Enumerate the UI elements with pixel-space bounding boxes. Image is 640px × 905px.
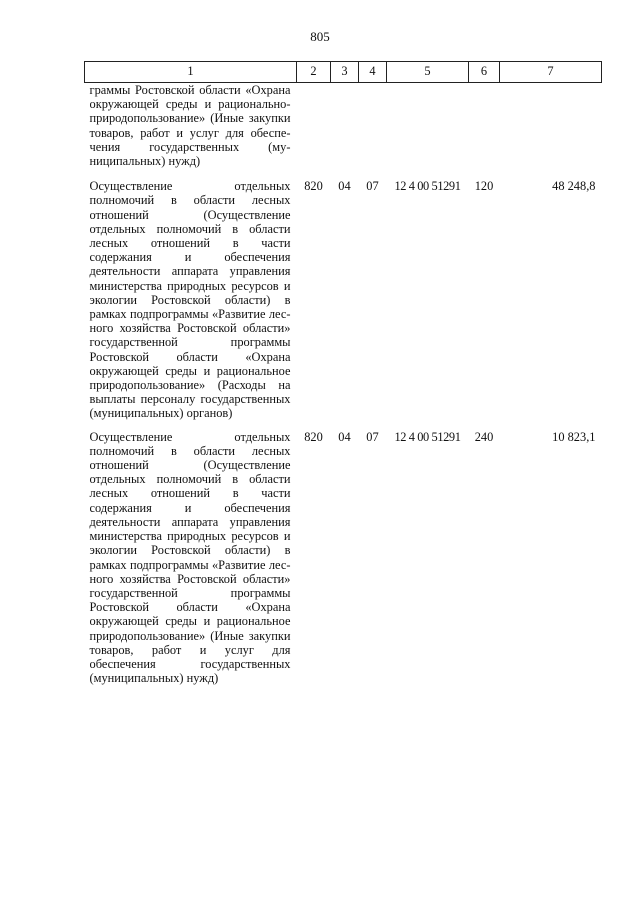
- table-row: [85, 179, 602, 429]
- column-header-target-article: 5: [387, 62, 469, 83]
- row-amount: [500, 83, 602, 180]
- row-ministry: 820: [304, 429, 323, 444]
- column-header-amount: 7: [500, 62, 602, 83]
- row-section: [331, 83, 359, 180]
- column-header-description: 1: [85, 62, 297, 83]
- row-amount: 10 823,1: [552, 429, 596, 444]
- row-description: граммы Ростовской области «Охрана окружающей среды и рационально природопользование» (Иные закупки товаров, работ и услуг для обеспечения государственных (муниципальных) нужд): [89, 83, 291, 169]
- table-header-row: [85, 62, 602, 83]
- row-amount: 48 248,8: [552, 179, 596, 194]
- budget-table: [84, 61, 602, 685]
- table-row: [85, 83, 602, 180]
- table-row: [85, 430, 602, 686]
- column-header-subsection: 4: [359, 62, 387, 83]
- row-ministry: [297, 83, 331, 180]
- row-expense-type: [469, 83, 500, 180]
- row-expense-type: 240: [474, 429, 494, 444]
- row-subsection: 07: [366, 429, 379, 444]
- row-section: 04: [338, 179, 351, 194]
- row-subsection: 07: [366, 179, 379, 194]
- row-target-article: 12 4 00 51291: [394, 179, 461, 194]
- row-target-article: [387, 83, 469, 180]
- column-header-expense-type: 6: [469, 62, 500, 83]
- row-subsection: [359, 83, 387, 180]
- page-number: 805: [310, 29, 330, 44]
- row-target-article: 12 4 00 51291: [394, 429, 461, 444]
- row-section: 04: [338, 429, 351, 444]
- column-header-ministry: 2: [297, 62, 331, 83]
- row-ministry: 820: [304, 179, 323, 194]
- row-description: Осуществление отдельных полномочий в области лесных отношений (Осуществление отдельных полномочий в области лесных отношений в части содержания и обеспечения деятельности аппарата управления министерства природных ресурсов и экологии Ростовской области) в рамках подпрограммы «Развитие лесного хозяйства Ростовской области» государственной программы Ростовской области «Охрана окружающей среды и рациональное природопользование» (Расходы на выплаты персоналу государственных (муниципальных) органов): [89, 179, 291, 421]
- column-header-section: 3: [331, 62, 359, 83]
- row-expense-type: 120: [474, 179, 494, 194]
- row-description: Осуществление отдельных полномочий в области лесных отношений (Осуществление отдельных полномочий в области лесных отношений в части содержания и обеспечения деятельности аппарата управления министерства природных ресурсов и экологии Ростовской области) в рамках подпрограммы «Развитие лесного хозяйства Ростовской области» государственной программы Ростовской области «Охрана окружающей среды и рациональное природопользование» (Иные закупки товаров, работ и услуг для обеспечения государственных (муниципальных) нужд): [89, 429, 291, 686]
